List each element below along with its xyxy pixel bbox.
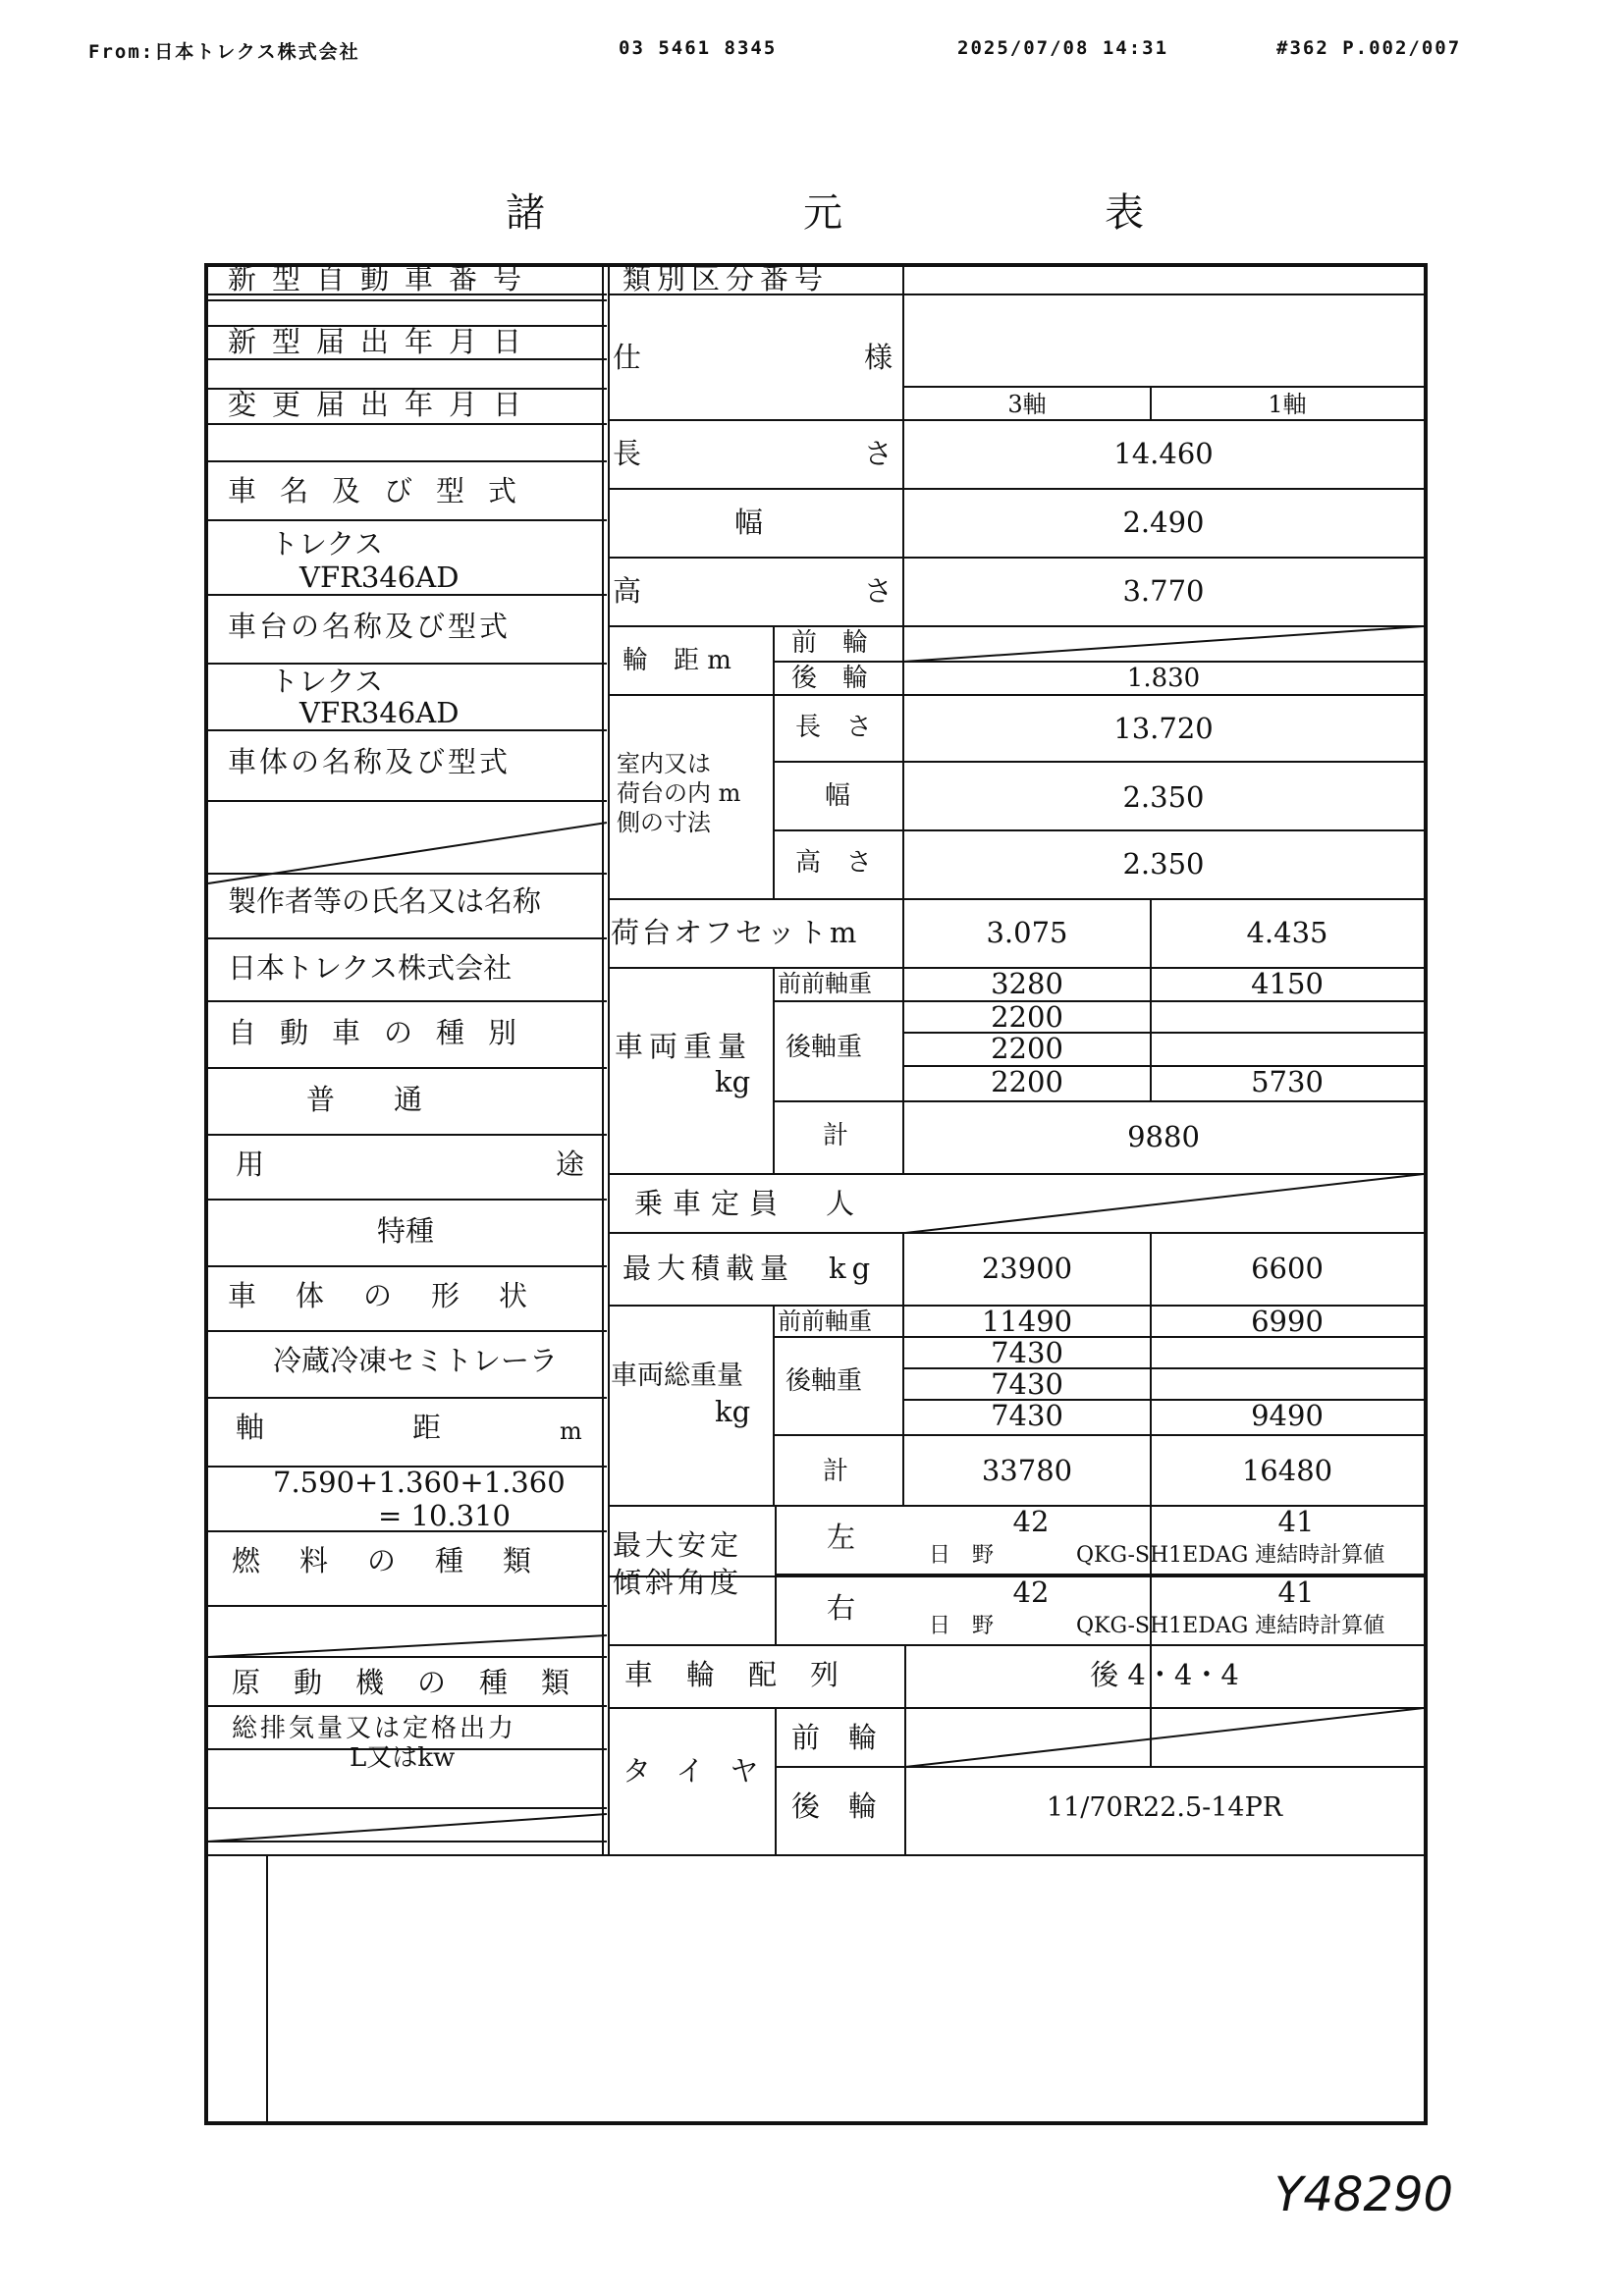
wheelbase-label-2: 距 <box>412 1411 442 1444</box>
gross-label-2: kg <box>715 1395 751 1428</box>
new-vehicle-no-label: 新型自動車番号 <box>228 262 538 295</box>
body-label: 車体の名称及び型式 <box>228 745 512 778</box>
tilt-left-1: 41 <box>1277 1505 1315 1538</box>
wheel-arrangement-value: 後 4・4・4 <box>1090 1658 1239 1691</box>
height-label-1: 高 <box>613 574 642 608</box>
fax-page: #362 P.002/007 <box>1276 37 1462 59</box>
displacement-label-1: 総排気量又は定格出力 <box>232 1714 517 1743</box>
weight-front-1: 4150 <box>1251 967 1324 1000</box>
height-label-2: さ <box>864 574 893 608</box>
handwritten-number: Y48290 <box>1274 2167 1454 2222</box>
inner-length-value: 13.720 <box>1113 712 1214 745</box>
chassis-value-2: VFR346AD <box>299 696 460 729</box>
track-front-label: 前 輪 <box>791 628 869 658</box>
gross-rear-label: 後軸重 <box>785 1366 863 1396</box>
displacement-label-2: L又はkw <box>350 1743 456 1773</box>
axle-header-3: 3軸 <box>1007 391 1047 418</box>
width-label: 幅 <box>734 506 764 539</box>
max-load-label: 最大積載量 kg <box>623 1252 877 1285</box>
tilt-note-model-r: QKG-SH1EDAG 連結時計算値 <box>1076 1614 1385 1638</box>
title-char-2: 元 <box>803 190 842 236</box>
vehicle-type-value: 普通 <box>306 1083 482 1116</box>
spec-label-2: 様 <box>864 341 893 374</box>
offset-value-3: 3.075 <box>986 916 1068 949</box>
inner-width-value: 2.350 <box>1122 780 1205 814</box>
tilt-left-label: 左 <box>827 1521 856 1554</box>
inner-width-label: 幅 <box>825 781 851 811</box>
tilt-right-1: 41 <box>1277 1575 1315 1609</box>
spec-label-1: 仕 <box>613 341 642 374</box>
weight-label-2: kg <box>715 1065 751 1098</box>
chassis-label: 車台の名称及び型式 <box>228 610 512 643</box>
fax-phone: 03 5461 8345 <box>619 37 778 59</box>
inner-height-value: 2.350 <box>1122 847 1205 881</box>
engine-label: 原動機の種類 <box>232 1666 604 1699</box>
fax-from: From:日本トレクス株式会社 <box>88 41 360 63</box>
gross-front-3: 11490 <box>981 1305 1073 1338</box>
inner-label-1: 室内又は <box>617 750 711 777</box>
weight-rear-a: 2200 <box>991 1000 1063 1034</box>
name-model-value-1: トレクス <box>270 527 384 561</box>
gross-label-1: 車両総重量 <box>611 1361 743 1391</box>
weight-rear-label: 後軸重 <box>785 1033 863 1062</box>
class-no-label: 類別区分番号 <box>623 262 830 295</box>
use-label-1: 用 <box>236 1148 265 1181</box>
wheelbase-value-2: = 10.310 <box>378 1499 511 1532</box>
name-model-label: 車名及び型式 <box>228 474 541 507</box>
capacity-label: 乗車定員 人 <box>634 1187 865 1220</box>
tilt-label-2: 傾斜角度 <box>613 1566 743 1599</box>
weight-total-label: 計 <box>823 1121 849 1150</box>
weight-front-3: 3280 <box>991 967 1063 1000</box>
change-notice-date-label: 変更届出年月日 <box>228 388 538 421</box>
gross-rear-c: 7430 <box>991 1399 1063 1432</box>
weight-total: 9880 <box>1127 1120 1200 1153</box>
body-shape-label: 車体の形状 <box>228 1279 568 1312</box>
fax-datetime: 2025/07/08 14:31 <box>957 37 1169 59</box>
chassis-value-1: トレクス <box>270 665 384 698</box>
gross-total-1: 16480 <box>1241 1454 1333 1487</box>
gross-total-label: 計 <box>823 1457 849 1486</box>
width-value: 2.490 <box>1122 506 1205 539</box>
inner-length-label: 長 さ <box>795 713 873 742</box>
gross-rear-total: 9490 <box>1251 1399 1324 1432</box>
wheelbase-label-3: m <box>560 1417 582 1445</box>
inner-label-2: 荷台の内 m <box>617 779 741 807</box>
inner-label-3: 側の寸法 <box>617 809 711 836</box>
tire-rear-value: 11/70R22.5-14PR <box>1046 1792 1283 1823</box>
tilt-note-model-l: QKG-SH1EDAG 連結時計算値 <box>1076 1543 1385 1568</box>
title-char-1: 諸 <box>506 190 545 236</box>
tilt-note-maker-l: 日 野 <box>929 1543 995 1568</box>
weight-front-label: 前前軸重 <box>778 970 872 997</box>
inner-height-label: 高 さ <box>795 848 873 878</box>
use-label-2: 途 <box>556 1148 585 1181</box>
offset-label: 荷台オフセットm <box>611 916 860 949</box>
tilt-right-label: 右 <box>827 1591 856 1625</box>
wheelbase-value-1: 7.590+1.360+1.360 <box>273 1466 566 1499</box>
new-notice-date-label: 新型届出年月日 <box>228 325 538 358</box>
maker-label: 製作者等の氏名又は名称 <box>228 884 542 918</box>
gross-front-label: 前前軸重 <box>778 1308 872 1335</box>
vehicle-type-label: 自動車の種別 <box>228 1016 541 1049</box>
track-label: 輪 距 m <box>623 646 731 675</box>
use-value: 特種 <box>377 1214 435 1248</box>
gross-front-1: 6990 <box>1251 1305 1324 1338</box>
tire-label: タイヤ <box>623 1754 785 1788</box>
length-value: 14.460 <box>1113 437 1214 470</box>
axle-header-1: 1軸 <box>1268 391 1307 418</box>
fuel-label: 燃料の種類 <box>232 1544 571 1577</box>
weight-rear-b: 2200 <box>991 1032 1063 1065</box>
tilt-label-1: 最大安定 <box>613 1528 743 1562</box>
track-rear-value: 1.830 <box>1126 664 1201 693</box>
length-label-1: 長 <box>613 437 642 470</box>
tire-front-label: 前 輪 <box>791 1721 878 1754</box>
max-load-3: 23900 <box>981 1252 1073 1285</box>
length-label-2: さ <box>864 437 893 470</box>
tilt-left-3: 42 <box>1012 1505 1050 1538</box>
gross-total-3: 33780 <box>981 1454 1073 1487</box>
tilt-note-maker-r: 日 野 <box>929 1614 995 1638</box>
height-value: 3.770 <box>1122 574 1205 608</box>
maker-value: 日本トレクス株式会社 <box>228 951 513 985</box>
wheelbase-label-1: 軸 <box>236 1411 265 1444</box>
gross-rear-b: 7430 <box>991 1367 1063 1401</box>
name-model-value-2: VFR346AD <box>299 561 460 594</box>
offset-value-1: 4.435 <box>1246 916 1328 949</box>
body-shape-value: 冷蔵冷凍セミトレーラ <box>273 1344 559 1377</box>
tire-rear-label: 後 輪 <box>791 1789 878 1823</box>
weight-rear-total: 5730 <box>1251 1065 1324 1098</box>
gross-rear-a: 7430 <box>991 1336 1063 1369</box>
tilt-right-3: 42 <box>1012 1575 1050 1609</box>
weight-rear-c: 2200 <box>991 1065 1063 1098</box>
weight-label-1: 車両重量 <box>615 1030 753 1063</box>
title-char-3: 表 <box>1105 190 1144 236</box>
track-rear-label: 後 輪 <box>791 664 869 693</box>
wheel-arrangement-label: 車輪配列 <box>624 1658 873 1691</box>
max-load-1: 6600 <box>1251 1252 1324 1285</box>
